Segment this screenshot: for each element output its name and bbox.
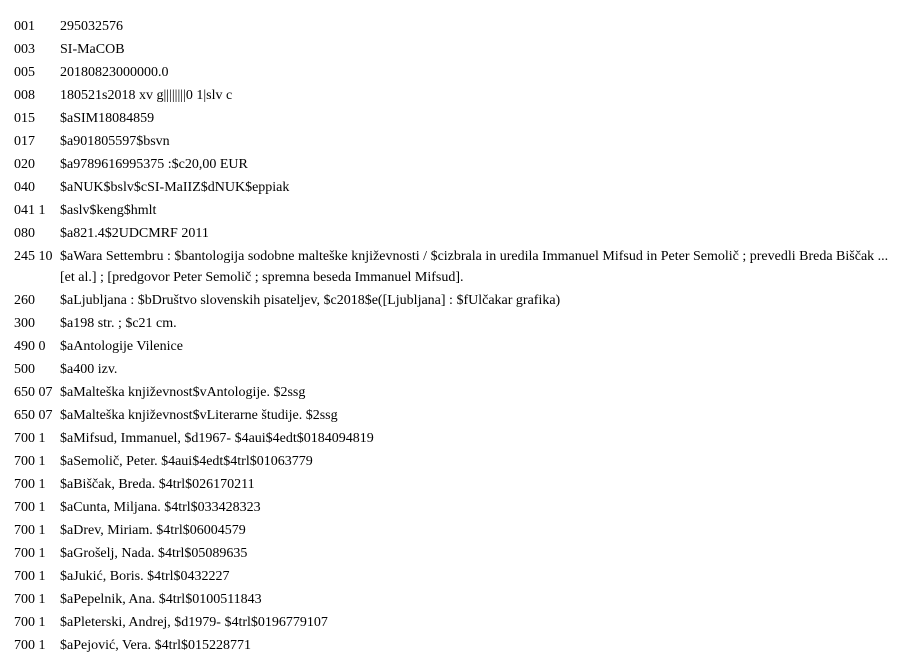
field-content: $aAntologije Vilenice [60, 339, 183, 354]
field-content: $aslv$keng$hmlt [60, 203, 157, 218]
field-tag: 650 07 [14, 408, 53, 423]
marc-field-245 [14, 246, 900, 288]
field-content: $a821.4$2UDCMRF 2011 [60, 226, 209, 241]
field-content: $aDrev, Miriam. $4trl$06004579 [60, 523, 246, 538]
marc-field-015 [14, 108, 900, 129]
field-content: $a198 str. ; $c21 cm. [60, 316, 177, 331]
field-content: $a9789616995375 :$c20,00 EUR [60, 157, 248, 172]
field-tag: 015 [14, 111, 35, 126]
field-tag: 700 1 [14, 431, 46, 446]
field-content: $a400 izv. [60, 362, 118, 377]
marc-field-005 [14, 62, 900, 83]
field-tag: 700 1 [14, 592, 46, 607]
marc-field-020 [14, 154, 900, 175]
marc-field-040 [14, 177, 900, 198]
field-tag: 490 0 [14, 339, 46, 354]
marc-field-650 [14, 405, 900, 426]
field-content: $aSemolič, Peter. $4aui$4edt$4trl$01063779 [60, 454, 313, 469]
marc-field-260 [14, 290, 900, 311]
field-tag: 700 1 [14, 477, 46, 492]
field-tag: 040 [14, 180, 35, 195]
marc-field-008 [14, 85, 900, 106]
field-content: $aBiščak, Breda. $4trl$026170211 [60, 477, 255, 492]
field-content: $aPepelnik, Ana. $4trl$0100511843 [60, 592, 262, 607]
marc-field-700 [14, 635, 900, 656]
field-tag: 245 10 [14, 249, 53, 264]
field-tag: 700 1 [14, 569, 46, 584]
marc-field-500 [14, 359, 900, 380]
field-content: $aMalteška književnost$vAntologije. $2ssg [60, 385, 306, 400]
marc-field-700 [14, 589, 900, 610]
marc-field-080 [14, 223, 900, 244]
field-tag: 260 [14, 293, 35, 308]
field-content: $aSIM18084859 [60, 111, 155, 126]
marc-field-041 [14, 200, 900, 221]
field-content: $aPleterski, Andrej, $d1979- $4trl$0196779107 [60, 615, 328, 630]
field-tag: 020 [14, 157, 35, 172]
field-content: $aGrošelj, Nada. $4trl$05089635 [60, 546, 248, 561]
field-content: $aNUK$bslv$cSI-MaIIZ$dNUK$eppiak [60, 180, 290, 195]
marc-field-003 [14, 39, 900, 60]
marc-field-700 [14, 566, 900, 587]
field-tag: 017 [14, 134, 35, 149]
marc-field-700 [14, 543, 900, 564]
field-content: 295032576 [60, 19, 123, 34]
field-content: SI-MaCOB [60, 42, 125, 57]
marc-field-300 [14, 313, 900, 334]
field-tag: 300 [14, 316, 35, 331]
marc-field-650 [14, 382, 900, 403]
field-tag: 005 [14, 65, 35, 80]
field-tag: 700 1 [14, 523, 46, 538]
field-tag: 700 1 [14, 454, 46, 469]
marc-field-700 [14, 612, 900, 633]
marc-field-700 [14, 474, 900, 495]
marc-field-700 [14, 520, 900, 541]
field-content: $aMalteška književnost$vLiterarne študije. $2ssg [60, 408, 338, 423]
marc-field-490 [14, 336, 900, 357]
field-tag: 700 1 [14, 546, 46, 561]
marc-field-700 [14, 497, 900, 518]
field-tag: 041 1 [14, 203, 46, 218]
field-content: $aCunta, Miljana. $4trl$033428323 [60, 500, 261, 515]
field-tag: 080 [14, 226, 35, 241]
field-content: $aPejović, Vera. $4trl$015228771 [60, 638, 252, 653]
marc-field-017 [14, 131, 900, 152]
field-tag: 650 07 [14, 385, 53, 400]
field-content: $aWara Settembru : $bantologija sodobne malteške književnosti / $cizbrala in uredila Immanuel Mifsud in Peter Semolič ; prevedli Breda Biščak ... [et al.] ; [predgovor Peter Semolič ; spremna beseda Immanuel Mifsud]. [60, 249, 889, 285]
field-content: $aMifsud, Immanuel, $d1967- $4aui$4edt$0184094819 [60, 431, 374, 446]
field-tag: 001 [14, 19, 35, 34]
field-tag: 008 [14, 88, 35, 103]
field-content: 180521s2018 xv g||||||||0 1|slv c [60, 88, 233, 103]
marc-field-700 [14, 451, 900, 472]
marc-field-001 [14, 16, 900, 37]
field-content: 20180823000000.0 [60, 65, 169, 80]
field-tag: 700 1 [14, 500, 46, 515]
field-content: $a901805597$bsvn [60, 134, 170, 149]
field-content: $aLjubljana : $bDruštvo slovenskih pisateljev, $c2018$e([Ljubljana] : $fUlčakar grafika) [60, 293, 561, 308]
field-content: $aJukić, Boris. $4trl$0432227 [60, 569, 230, 584]
field-tag: 003 [14, 42, 35, 57]
field-tag: 500 [14, 362, 35, 377]
marc-field-700 [14, 428, 900, 449]
field-tag: 700 1 [14, 638, 46, 653]
field-tag: 700 1 [14, 615, 46, 630]
